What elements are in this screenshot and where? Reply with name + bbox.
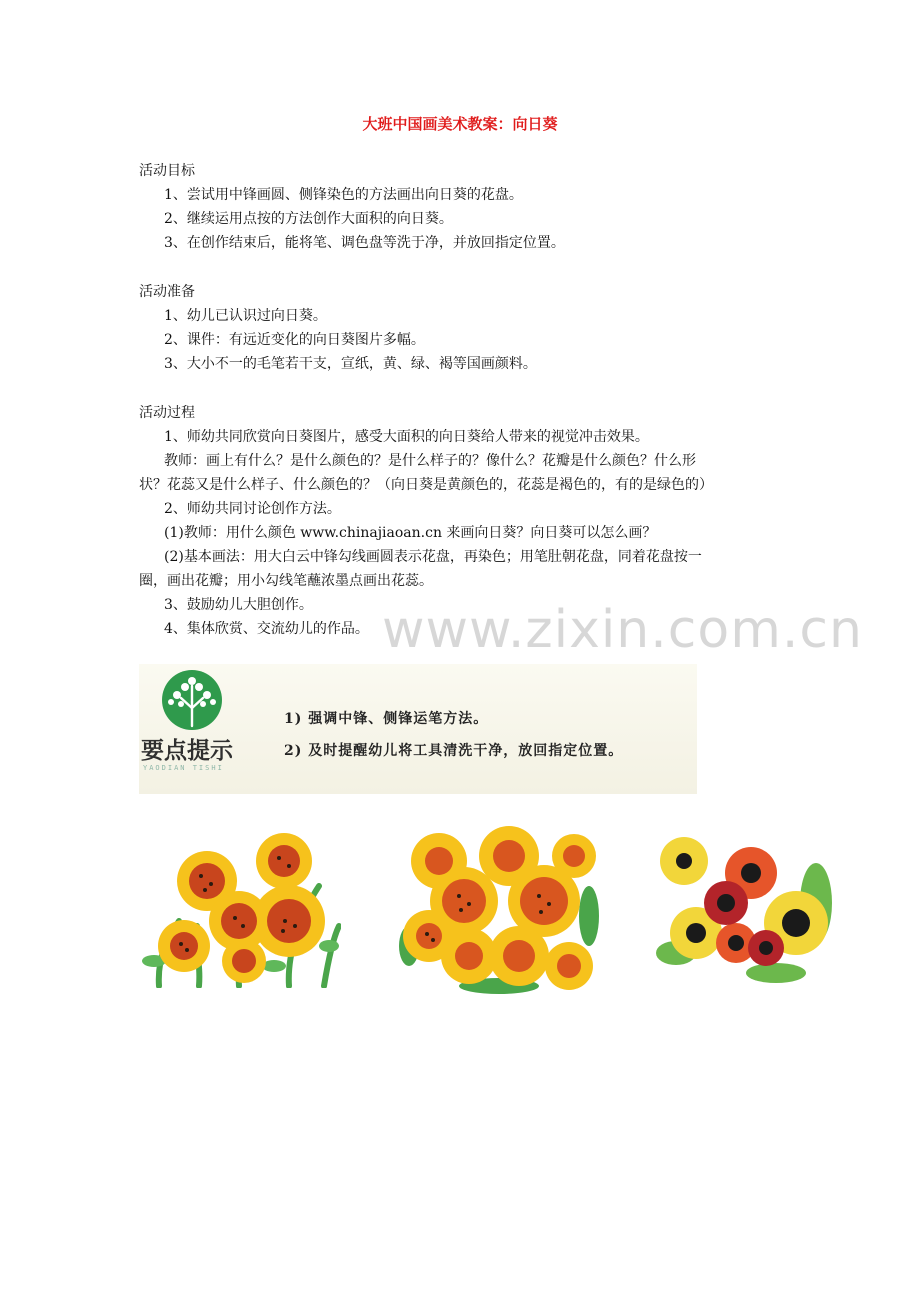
tip-item: 1) 强调中锋、侧锋运笔方法。 [284, 711, 489, 727]
tips-subtitle: YAODIAN TISHI [143, 764, 224, 772]
prep-item: 3、大小不一的毛笔若干支，宣纸，黄、绿、褐等国画颜料。 [164, 356, 537, 372]
process-line: 教师：画上有什么？是什么颜色的？是什么样子的？像什么？花瓣是什么颜色？什么形 [164, 453, 696, 469]
process-line: 3、鼓励幼儿大胆创作。 [164, 597, 313, 613]
goals-heading: 活动目标 [139, 163, 195, 179]
sunflower-painting-2 [399, 826, 599, 994]
page-title: 大班中国画美术教案：向日葵 [362, 115, 558, 133]
process-line: (2)基本画法：用大白云中锋勾线画圆表示花盘，再染色；用笔肚朝花盘，同着花盘按一 [164, 549, 702, 565]
sunflower-painting-1 [139, 826, 341, 988]
process-line: 状？花蕊又是什么样子、什么颜色的？（向日葵是黄颜色的，花蕊是褐色的，有的是绿色的） [139, 477, 713, 493]
watermark: www.zixin.com.cn [382, 600, 863, 660]
prep-item: 1、幼儿已认识过向日葵。 [164, 308, 327, 324]
prep-heading: 活动准备 [139, 284, 195, 300]
process-line: (1)教师：用什么颜色 www.chinajiaoan.cn 来画向日葵？向日葵可以怎么画？ [164, 525, 657, 541]
tip-item: 2) 及时提醒幼儿将工具清洗干净，放回指定位置。 [284, 743, 624, 759]
goal-item: 3、在创作结束后，能将笔、调色盘等洗于净，并放回指定位置。 [164, 235, 565, 251]
goal-item: 2、继续运用点按的方法创作大面积的向日葵。 [164, 211, 453, 227]
process-line: 4、集体欣赏、交流幼儿的作品。 [164, 621, 369, 637]
tree-logo-icon [157, 668, 227, 732]
tips-title: 要点提示 [141, 738, 233, 764]
process-line: 1、师幼共同欣赏向日葵图片，感受大面积的向日葵给人带来的视觉冲击效果。 [164, 429, 649, 445]
process-line: 2、师幼共同讨论创作方法。 [164, 501, 341, 517]
sunflower-painting-3 [656, 833, 832, 986]
tips-box [139, 664, 697, 794]
goal-item: 1、尝试用中锋画圆、侧锋染色的方法画出向日葵的花盘。 [164, 187, 523, 203]
process-line: 圈，画出花瓣；用小勾线笔蘸浓墨点画出花蕊。 [139, 573, 433, 589]
process-heading: 活动过程 [139, 405, 195, 421]
prep-item: 2、课件：有远近变化的向日葵图片多幅。 [164, 332, 425, 348]
